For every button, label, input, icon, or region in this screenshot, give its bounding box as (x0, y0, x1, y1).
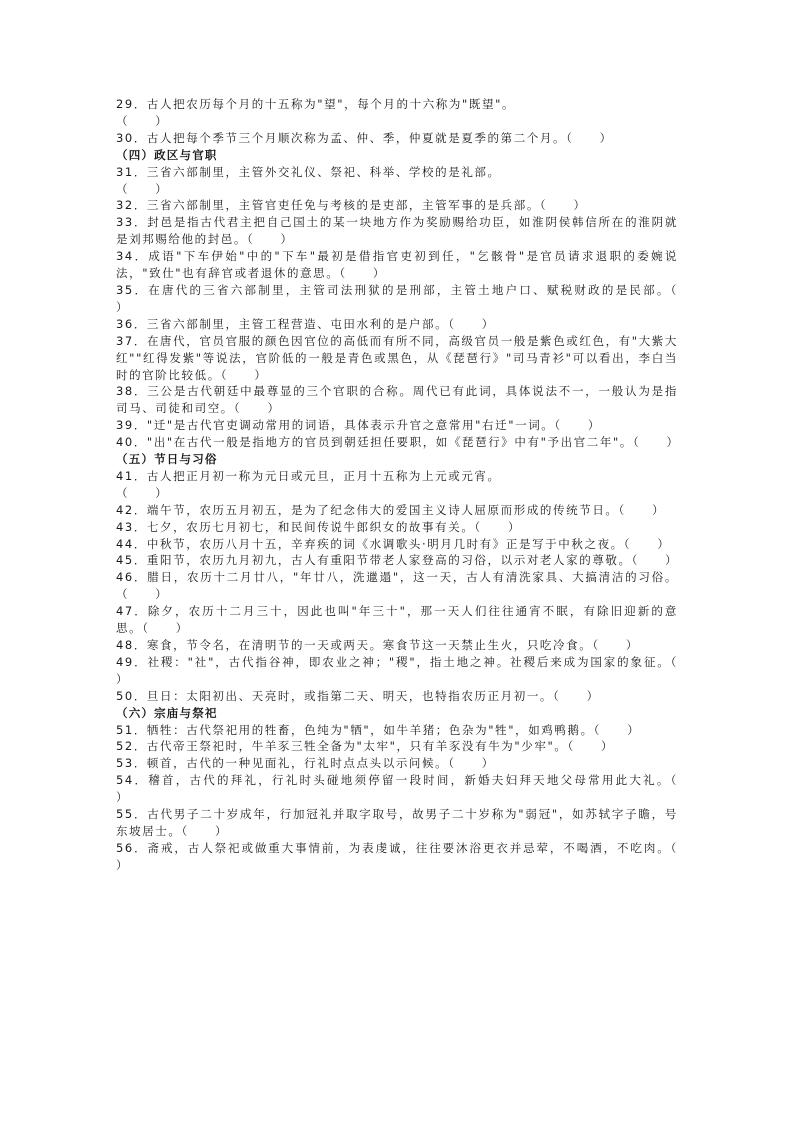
question-33: 33．封邑是指古代君主把自己国土的某一块地方作为奖励赐给功臣，如淮阴侯韩信所在的淮阴就是刘邦赐给他的封邑。（ ） (116, 215, 678, 247)
question-40: 40．"出"在古代一般是指地方的官员到朝廷担任要职，如《琵琶行》中有"予出官二年"。（ ） (116, 435, 680, 450)
document-page (116, 96, 705, 874)
question-48: 48．寒食，节令名，在清明节的一天或两天。寒食节这一天禁止生火，只吃冷食。（ ） (116, 638, 639, 652)
question-50: 50．旦日：太阳初出、天亮时，或指第二天、明天，也特指农历正月初一。（ ） (116, 688, 600, 703)
question-44: 44．中秋节，农历八月十五，辛弃疾的词《水调歌头·明月几时有》正是写于中秋之夜。（ ） (116, 536, 671, 551)
question-31: 31．三省六部制里，主管外交礼仪、祭祀、科举、学校的是礼部。 （ ） (116, 164, 501, 196)
question-29: 29．古人把农历每个月的十五称为"望"，每个月的十六称为"既望"。 （ ） (116, 97, 516, 128)
question-42: 42．端午节，农历五月初五，是为了纪念伟大的爱国主义诗人屈原而形成的传统节日。（ ） (116, 502, 666, 517)
question-43: 43．七夕，农历七月初七，和民间传说牛郎织女的故事有关。（ ） (116, 519, 522, 534)
section-heading-6: （六）宗庙与祭祀 (116, 705, 218, 720)
question-37: 37．在唐代，官员官服的颜色因官位的高低而有所不同，高级官员一般是紫色或红色，有"大紫大红""红得发紫"等说法，官阶低的一般是青色或黑色，从《琵琶行》"司马青衫"可以看出，李白当时的官阶比较低。（ ） (116, 333, 678, 382)
question-38: 38．三公是古代朝廷中最尊显的三个官职的合称。周代已有此词，具体说法不一，一般认为是指司马、司徒和司空。（ ） (116, 384, 678, 416)
question-35: 35．在唐代的三省六部制里，主管司法刑狱的是刑部，主管土地户口、赋税财政的是民部。（ ） (116, 282, 705, 314)
question-41: 41．古人把正月初一称为元日或元旦，正月十五称为上元或元宵。 （ ） (116, 468, 501, 500)
question-32: 32．三省六部制里，主管官吏任免与考核的是吏部，主管军事的是兵部。（ ） (116, 198, 587, 213)
question-53: 53．顿首，古代的一种见面礼，行礼时点点头以示问候。（ ） (116, 756, 495, 771)
section-heading-5: （五）节日与习俗 (116, 452, 218, 467)
question-36: 36．三省六部制里，主管工程营造、屯田水利的是户部。（ ） (116, 316, 495, 331)
section-heading-4: （四）政区与官职 (116, 147, 218, 162)
question-55: 55．古代男子二十岁成年，行加冠礼并取字取号，故男子二十岁称为"弱冠"，如苏轼字子瞻，号东坡居士。（ ） (116, 807, 678, 838)
question-46: 46．腊日，农历十二月廿八，"年廿八，洗邋遢"，这一天，古人有清洗家具、大搞清洁的习俗。（ ） (116, 570, 678, 602)
question-39: 39．"迁"是古代官吏调动常用的词语，具体表示升官之意常用"右迁"一词。（ ） (116, 418, 602, 433)
question-56: 56．斋戒，古人祭祀或做重大事情前，为表虔诚，往往要沐浴更衣并忌荤，不喝酒，不吃肉。（ ） (116, 840, 705, 872)
question-51: 51．牺牲：古代祭祀用的牲畜，色纯为"牺"，如牛羊猪；色杂为"牲"，如鸡鸭鹅。（ ） (116, 722, 641, 737)
question-30: 30．古人把每个季节三个月顺次称为孟、仲、季，仲夏就是夏季的第二个月。（ ） (116, 130, 613, 145)
question-54: 54．稽首，古代的拜礼，行礼时头碰地须停留一段时间，新婚夫妇拜天地父母常用此大礼。（ ） (116, 773, 705, 805)
question-47: 47．除夕，农历十二月三十，因此也叫"年三十"，那一天人们往往通宵不眠，有除旧迎新的意思。（ ） (116, 604, 678, 636)
question-49: 49．社稷："社"，古代指谷神，即农业之神；"稷"，指土地之神。社稷后来成为国家的象征。（ ） (116, 654, 705, 686)
question-45: 45．重阳节，农历九月初九，古人有重阳节带老人家登高的习俗，以示对老人家的尊敬。（ ） (116, 553, 679, 568)
question-34: 34．成语"下车伊始"中的"下车"最初是借指官吏初到任，"乞骸骨"是官员请求退职的委婉说法，"致仕"也有辞官或者退休的意思。（ ） (116, 249, 678, 281)
question-52: 52．古代帝王祭祀时，牛羊豕三牲全备为"太牢"，只有羊豕没有牛为"少牢"。（ ） (116, 739, 615, 754)
